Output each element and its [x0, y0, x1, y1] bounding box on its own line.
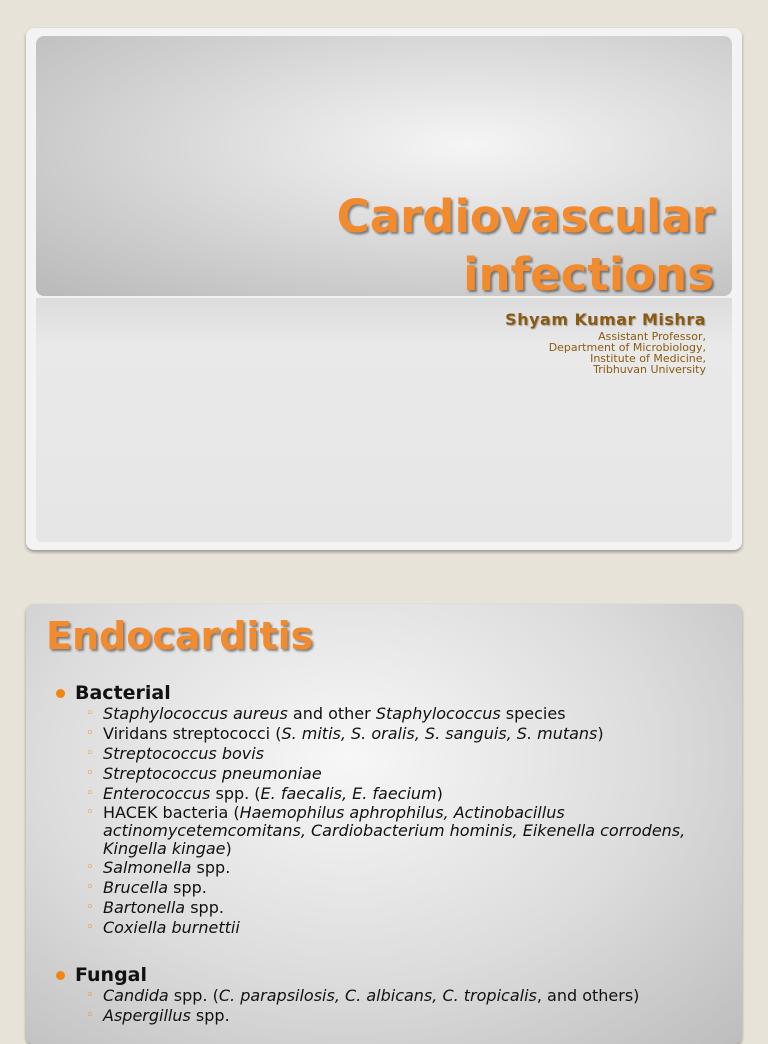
list-item: [86, 878, 742, 898]
bacterial-group: [56, 682, 742, 938]
taxon-name: Staphylococcus aureus: [103, 704, 288, 723]
fungal-label: Fungal: [75, 964, 148, 986]
sub-bullet-icon: ◦: [86, 726, 94, 741]
item-text: spp.: [168, 878, 207, 897]
author-title: Assistant Professor,: [598, 330, 706, 343]
sub-bullet-icon: ◦: [86, 786, 94, 801]
fungal-list: [56, 986, 639, 1026]
bacterial-list: [56, 704, 742, 938]
taxon-name: Aspergillus: [103, 1006, 191, 1025]
item-text: and other: [287, 704, 376, 723]
taxon-name: Enterococcus: [103, 784, 211, 803]
list-item: [86, 803, 742, 858]
list-item: [86, 918, 742, 938]
fungal-group: [56, 964, 639, 1026]
item-text: spp.: [191, 858, 231, 877]
taxon-name: Brucella: [103, 878, 169, 897]
item-text: ): [225, 839, 232, 858]
item-text: , and others): [536, 986, 640, 1005]
taxon-name: Coxiella burnettii: [103, 918, 240, 937]
sub-bullet-icon: ◦: [86, 1008, 94, 1023]
author-block: [505, 310, 706, 375]
taxon-name: S. mitis, S. oralis, S. sanguis, S. mutans: [281, 724, 598, 743]
taxon-name: Streptococcus pneumoniae: [103, 764, 322, 783]
sub-bullet-icon: ◦: [86, 860, 94, 875]
sub-bullet-icon: ◦: [86, 880, 94, 895]
list-item: [86, 858, 742, 878]
title-slide: [26, 28, 742, 550]
list-item: [86, 898, 742, 918]
item-text: HACEK bacteria (: [103, 803, 240, 822]
bacterial-label: Bacterial: [75, 682, 171, 704]
taxon-name: Staphylococcus: [375, 704, 501, 723]
list-item: [86, 1006, 639, 1026]
taxon-name: Salmonella: [103, 858, 192, 877]
taxon-name: E. faecalis, E. faecium: [260, 784, 437, 803]
taxon-name: C. parapsilosis, C. albicans, C. tropicalis: [218, 986, 537, 1005]
item-text: species: [500, 704, 566, 723]
list-item: [86, 704, 742, 724]
slide-title: Endocarditis: [46, 614, 314, 658]
sub-bullet-icon: ◦: [86, 706, 94, 721]
list-item: [86, 784, 742, 804]
title-line-1: Cardiovascular: [336, 190, 714, 243]
fungal-heading: [56, 964, 639, 986]
sub-bullet-icon: ◦: [86, 900, 94, 915]
item-text: spp.: [185, 898, 224, 917]
author-institute: Institute of Medicine,: [590, 352, 706, 365]
author-university: Tribhuvan University: [593, 363, 706, 376]
list-item: [86, 764, 742, 784]
taxon-name: Streptococcus bovis: [103, 744, 265, 763]
presentation-title: [337, 188, 714, 304]
item-text: Viridans streptococci (: [103, 724, 282, 743]
item-text: ): [597, 724, 604, 743]
author-name: Shyam Kumar Mishra: [505, 310, 706, 329]
author-department: Department of Microbiology,: [548, 341, 706, 354]
title-line-2: infections: [463, 248, 714, 301]
item-text: spp. (: [168, 986, 219, 1005]
sub-bullet-icon: ◦: [86, 746, 94, 761]
item-text: ): [436, 784, 443, 803]
sub-bullet-icon: ◦: [86, 988, 94, 1003]
taxon-name: Haemophilus aphrophilus, Actinobacillus actinomycetemcomitans, Cardiobacterium hominis, Eikenella corrodens, Kingella kingae: [103, 803, 686, 858]
bullet-dot-icon: [56, 971, 65, 980]
list-item: [86, 744, 742, 764]
sub-bullet-icon: ◦: [86, 805, 94, 820]
sub-bullet-icon: ◦: [86, 766, 94, 781]
item-text: spp. (: [210, 784, 261, 803]
taxon-name: Bartonella: [103, 898, 186, 917]
list-item: [86, 724, 742, 744]
bacterial-heading: [56, 682, 742, 704]
endocarditis-slide: [26, 604, 742, 1044]
item-text: spp.: [190, 1006, 230, 1025]
sub-bullet-icon: ◦: [86, 920, 94, 935]
bullet-dot-icon: [56, 689, 65, 698]
list-item: [86, 986, 640, 1006]
taxon-name: Candida: [103, 986, 169, 1005]
